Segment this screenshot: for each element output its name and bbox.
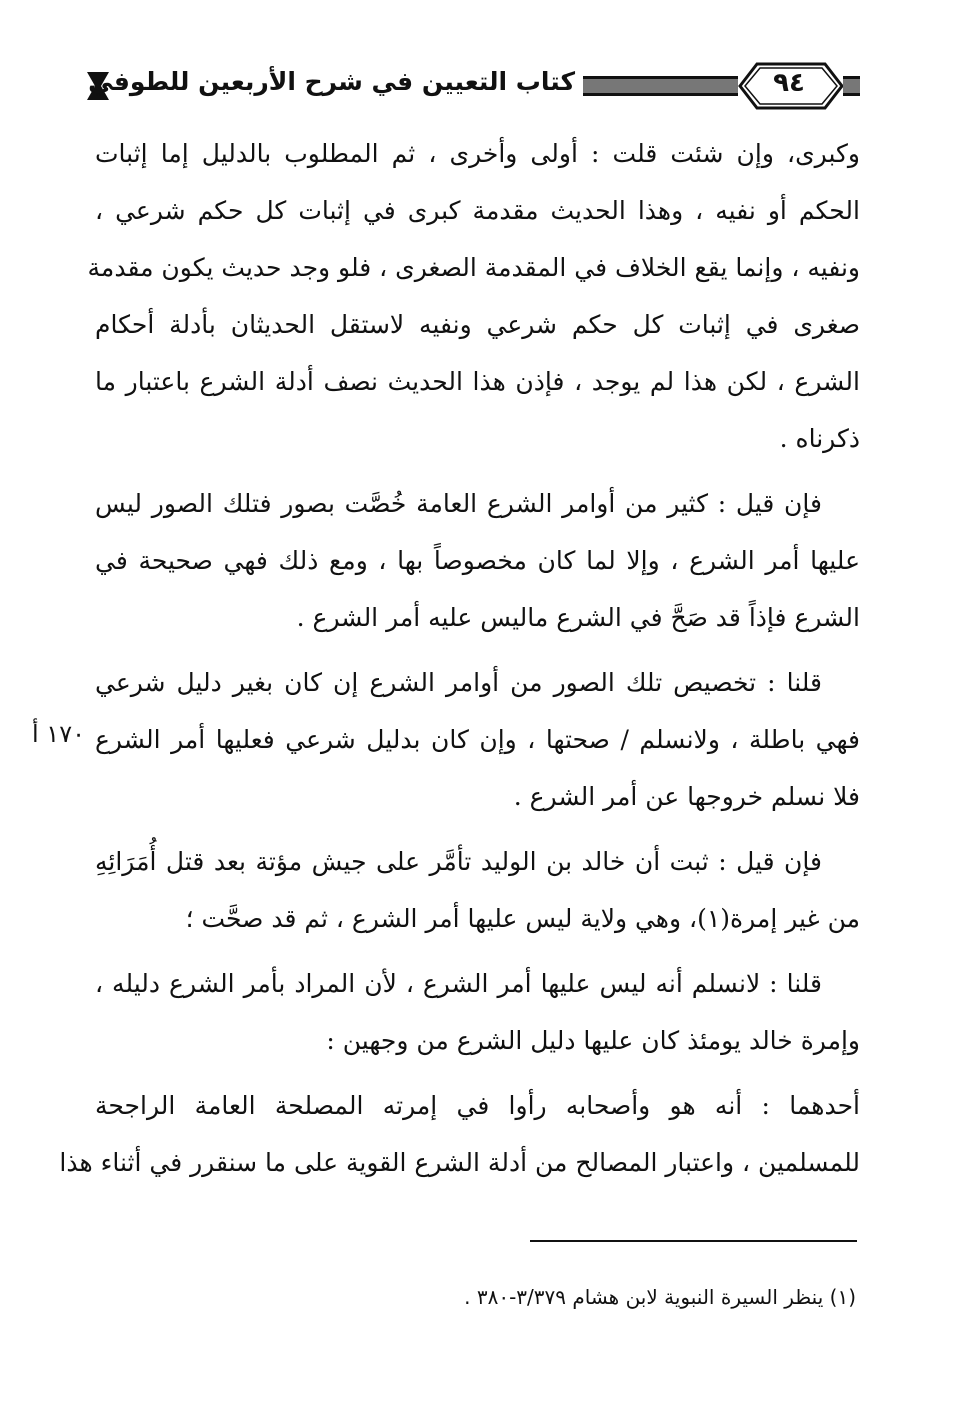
- paragraph: [87, 125, 860, 467]
- paragraph: [95, 475, 860, 646]
- text-line: صغرى في إثبات كل حكم شرعي ونفيه لاستقل الحديثان بأدلة أحكام: [95, 310, 860, 339]
- paragraph: [95, 955, 860, 1069]
- footnote: (١) ينظر السيرة النبوية لابن هشام ٣/٣٧٩-٣٨٠ .: [464, 1285, 856, 1309]
- text-line: أحدهما : أنه هو وأصحابه رأوا في إمرته المصلحة العامة الراجحة: [95, 1091, 860, 1120]
- text-line: وكبرى، وإن شئت قلت : أولى وأخرى ، ثم المطلوب بالدليل إما إثبات: [95, 139, 860, 168]
- text-line: الحكم أو نفيه ، وهذا الحديث مقدمة كبرى في إثبات كل حكم شرعي ،: [95, 196, 860, 225]
- text-line: قلنا : لانسلم أنه ليس عليها أمر الشرع ، لأن المراد بأمر الشرع دليله ،: [95, 969, 822, 998]
- text-line: ذكرناه .: [779, 424, 860, 453]
- main-text: [59, 125, 860, 1191]
- page-header: [85, 60, 860, 112]
- text-line: الشرع فإذاً قد صَحَّ في الشرع ماليس عليه أمر الشرع .: [296, 603, 860, 632]
- text-line: فإن قيل : ثبت أن خالد بن الوليد تأمَّر على جيش مؤتة بعد قتل أُمَرَائِهِ: [95, 847, 822, 876]
- footnote-separator: [530, 1240, 857, 1242]
- text-line: من غير إمرة(١)، وهي ولاية ليس عليها أمر الشرع ، ثم قد صحَّت ؛: [185, 904, 860, 933]
- page-number: ٩٤: [773, 68, 805, 98]
- text-line: عليها أمر الشرع ، وإلا لما كان مخصوصاً بها ، ومع ذلك فهي صحيحة في: [95, 546, 860, 575]
- paragraph: [95, 833, 860, 947]
- text-line: فلا نسلم خروجها عن أمر الشرع .: [513, 782, 860, 811]
- text-line: ونفيه ، وإنما يقع الخلاف في المقدمة الصغرى ، فلو وجد حديث يكون مقدمة: [87, 253, 860, 282]
- text-line: للمسلمين ، واعتبار المصالح من أدلة الشرع القوية على ما سنقرر في أثناء هذا: [59, 1148, 860, 1177]
- text-line: فإن قيل : كثير من أوامر الشرع العامة خُصَّت بصور فتلك الصور ليس: [95, 489, 822, 518]
- text-line: فهي باطلة ، ولانسلم / صحتها ، وإن كان بدليل شرعي فعليها أمر الشرع: [95, 725, 860, 754]
- text-line: قلنا : تخصيص تلك الصور من أوامر الشرع إن كان بغير دليل شرعي: [95, 668, 822, 697]
- running-title: كتاب التعيين في شرح الأربعين للطوفي: [88, 67, 575, 96]
- text-line: الشرع ، لكن هذا لم يوجد ، فإذن هذا الحديث نصف أدلة الشرع باعتبار ما: [95, 367, 860, 396]
- text-line: وإمرة خالد يومئذ كان عليها دليل الشرع من وجهين :: [326, 1026, 860, 1055]
- manuscript-folio-note: ١٧٠ أ: [32, 720, 85, 748]
- paragraph: [95, 654, 860, 825]
- paragraph: [59, 1077, 860, 1191]
